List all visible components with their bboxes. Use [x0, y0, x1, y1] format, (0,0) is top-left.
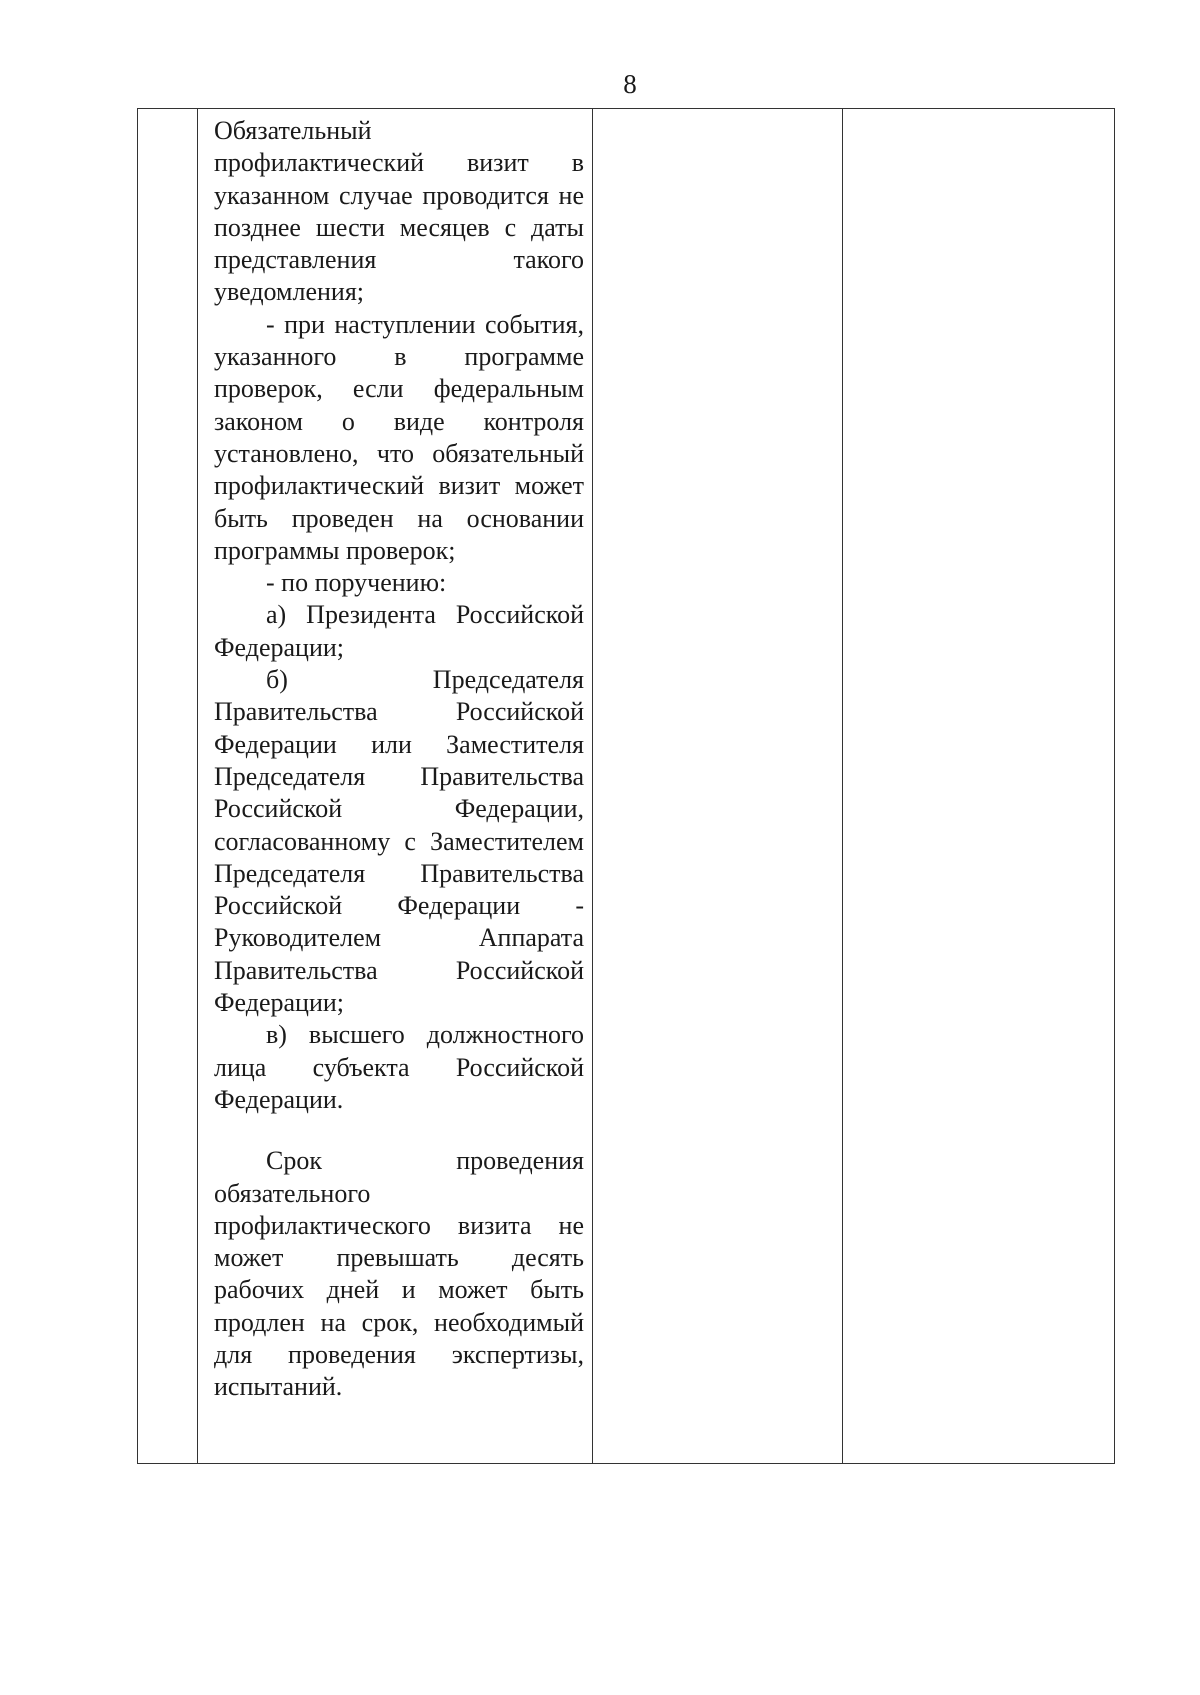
content-table — [137, 108, 1115, 1464]
paragraph-notification-visit: Обязательный профилактический визит в указанном случае проводится не позднее шести месяцев с даты представления такого уведомления; — [214, 116, 584, 307]
paragraph-visit-duration: Срок проведения обязательного профилактического визита не может превышать десять рабочих дней и может быть продлен на срок, необходимый для проведения экспертизы, испытаний. — [214, 1146, 584, 1402]
paragraph-government-chairman: б) Председателя Правительства Российской Федерации или Заместителя Председателя Правительства Российской Федерации, согласованному с Заместителем Председателя Правительства Российской Федерации - Руководителем Аппарата Правительства Российской Федерации; — [214, 665, 584, 1018]
page-number: 8 — [623, 69, 637, 99]
paragraph-president: а) Президента Российской Федерации; — [214, 600, 584, 662]
table-cell-number — [138, 109, 198, 1464]
table-row — [138, 109, 1115, 1464]
table-cell-requirements — [198, 109, 593, 1464]
table-cell-column-4 — [843, 109, 1115, 1464]
paragraph-program-event: - при наступлении события, указанного в программе проверок, если федеральным законом о виде контроля установлено, что обязательный профилактический визит может быть проведен на основании программы проверок; — [214, 309, 584, 565]
paragraph-regional-official: в) высшего должностного лица субъекта Российской Федерации. — [214, 1020, 584, 1114]
paragraph-by-order: - по поручению: — [266, 568, 447, 598]
paragraph-spacer — [214, 1116, 584, 1145]
table-cell-column-3 — [593, 109, 843, 1464]
